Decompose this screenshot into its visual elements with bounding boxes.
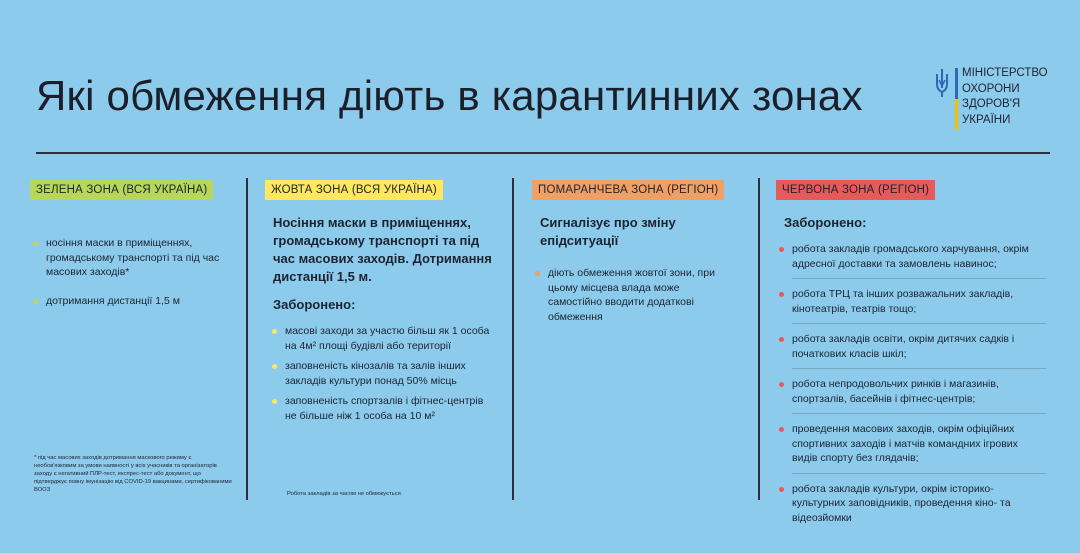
list-item: заповненість кінозалів та залів інших закладів культури понад 50% місць	[269, 359, 495, 388]
orange-zone-intro: Сигналізує про зміну епідситуації	[540, 215, 676, 248]
red-zone-prohibited-label: Заборонено:	[784, 215, 867, 230]
green-zone-badge: ЗЕЛЕНА ЗОНА (ВСЯ УКРАЇНА)	[30, 180, 213, 200]
yellow-zone-note: Робота закладів за часом не обмежується	[287, 491, 401, 497]
list-item: робота закладів освіти, окрім дитячих садків і початкових класів шкіл;	[776, 332, 1046, 361]
logo-line: ОХОРОНИ	[962, 82, 1020, 95]
orange-zone-list	[532, 266, 742, 324]
list-item: робота закладів культури, окрім історико-культурних заповідників, проведення кіно- та відеозйомки	[776, 482, 1046, 526]
list-item: масові заходи за участю більш як 1 особа на 4м² площі будівлі або території	[269, 324, 495, 353]
logo-text	[962, 66, 1048, 128]
list-item: діють обмеження жовтої зони, при цьому місцева влада може самостійно вводити додаткові обмеження	[532, 266, 718, 324]
list-item: робота закладів громадського харчування, окрім адресної доставки та замовлень навинос;	[776, 242, 1046, 271]
trident-icon	[934, 68, 950, 98]
red-zone-badge: ЧЕРВОНА ЗОНА (РЕГІОН)	[776, 180, 935, 200]
logo-line: ЗДОРОВ'Я	[962, 98, 1021, 110]
red-zone-list	[776, 242, 1046, 525]
logo-line: УКРАЇНИ	[962, 113, 1011, 126]
logo-bar	[955, 68, 958, 130]
green-zone-footnote: * під час масових заходів дотримання маскового режиму є необов'язковим за умови наявності у всіх учасників та організаторів заходу є негативний ПЛР-тест, експрес-тест або документ, що підтверджує повну імунізацію від COVID-19 вакцинами, сертифікованими ВООЗ	[34, 455, 232, 493]
page-title: Які обмеження діють в карантинних зонах	[36, 72, 863, 119]
yellow-zone-intro: Носіння маски в приміщеннях, громадському транспорті та під час масових заходів. Дотримання дистанції 1,5 м.	[273, 215, 492, 284]
orange-zone-badge: ПОМАРАНЧЕВА ЗОНА (РЕГІОН)	[532, 180, 724, 200]
list-item: проведення масових заходів, окрім офіційних спортивних заходів і матчів командних ігрових видів спорту без глядачів;	[776, 422, 1046, 466]
orange-zone-column	[532, 180, 742, 324]
red-zone-column	[776, 180, 1046, 525]
logo-line: МІНІСТЕРСТВО	[962, 67, 1048, 79]
title-divider	[36, 152, 1050, 154]
list-item: носіння маски в приміщеннях, громадському транспорті та під час масових заходів*	[30, 236, 230, 280]
yellow-zone-column	[265, 180, 495, 497]
yellow-zone-badge: ЖОВТА ЗОНА (ВСЯ УКРАЇНА)	[265, 180, 443, 200]
yellow-zone-prohibited-label: Заборонено:	[273, 297, 356, 312]
list-item: заповненість спортзалів і фітнес-центрів не більше ніж 1 особа на 10 м²	[269, 394, 495, 423]
column-divider	[758, 178, 760, 500]
ministry-logo	[934, 66, 1048, 136]
list-item: робота ТРЦ та інших розважальних закладів, кінотеатрів, театрів тощо;	[776, 287, 1046, 316]
list-item: робота непродовольчих ринків і магазинів, спортзалів, басейнів і фітнес-центрів;	[776, 377, 1046, 406]
green-zone-list	[30, 236, 230, 308]
green-zone-column	[30, 180, 232, 493]
column-divider	[246, 178, 248, 500]
column-divider	[512, 178, 514, 500]
yellow-zone-list	[269, 324, 495, 423]
list-item: дотримання дистанції 1,5 м	[30, 294, 230, 309]
